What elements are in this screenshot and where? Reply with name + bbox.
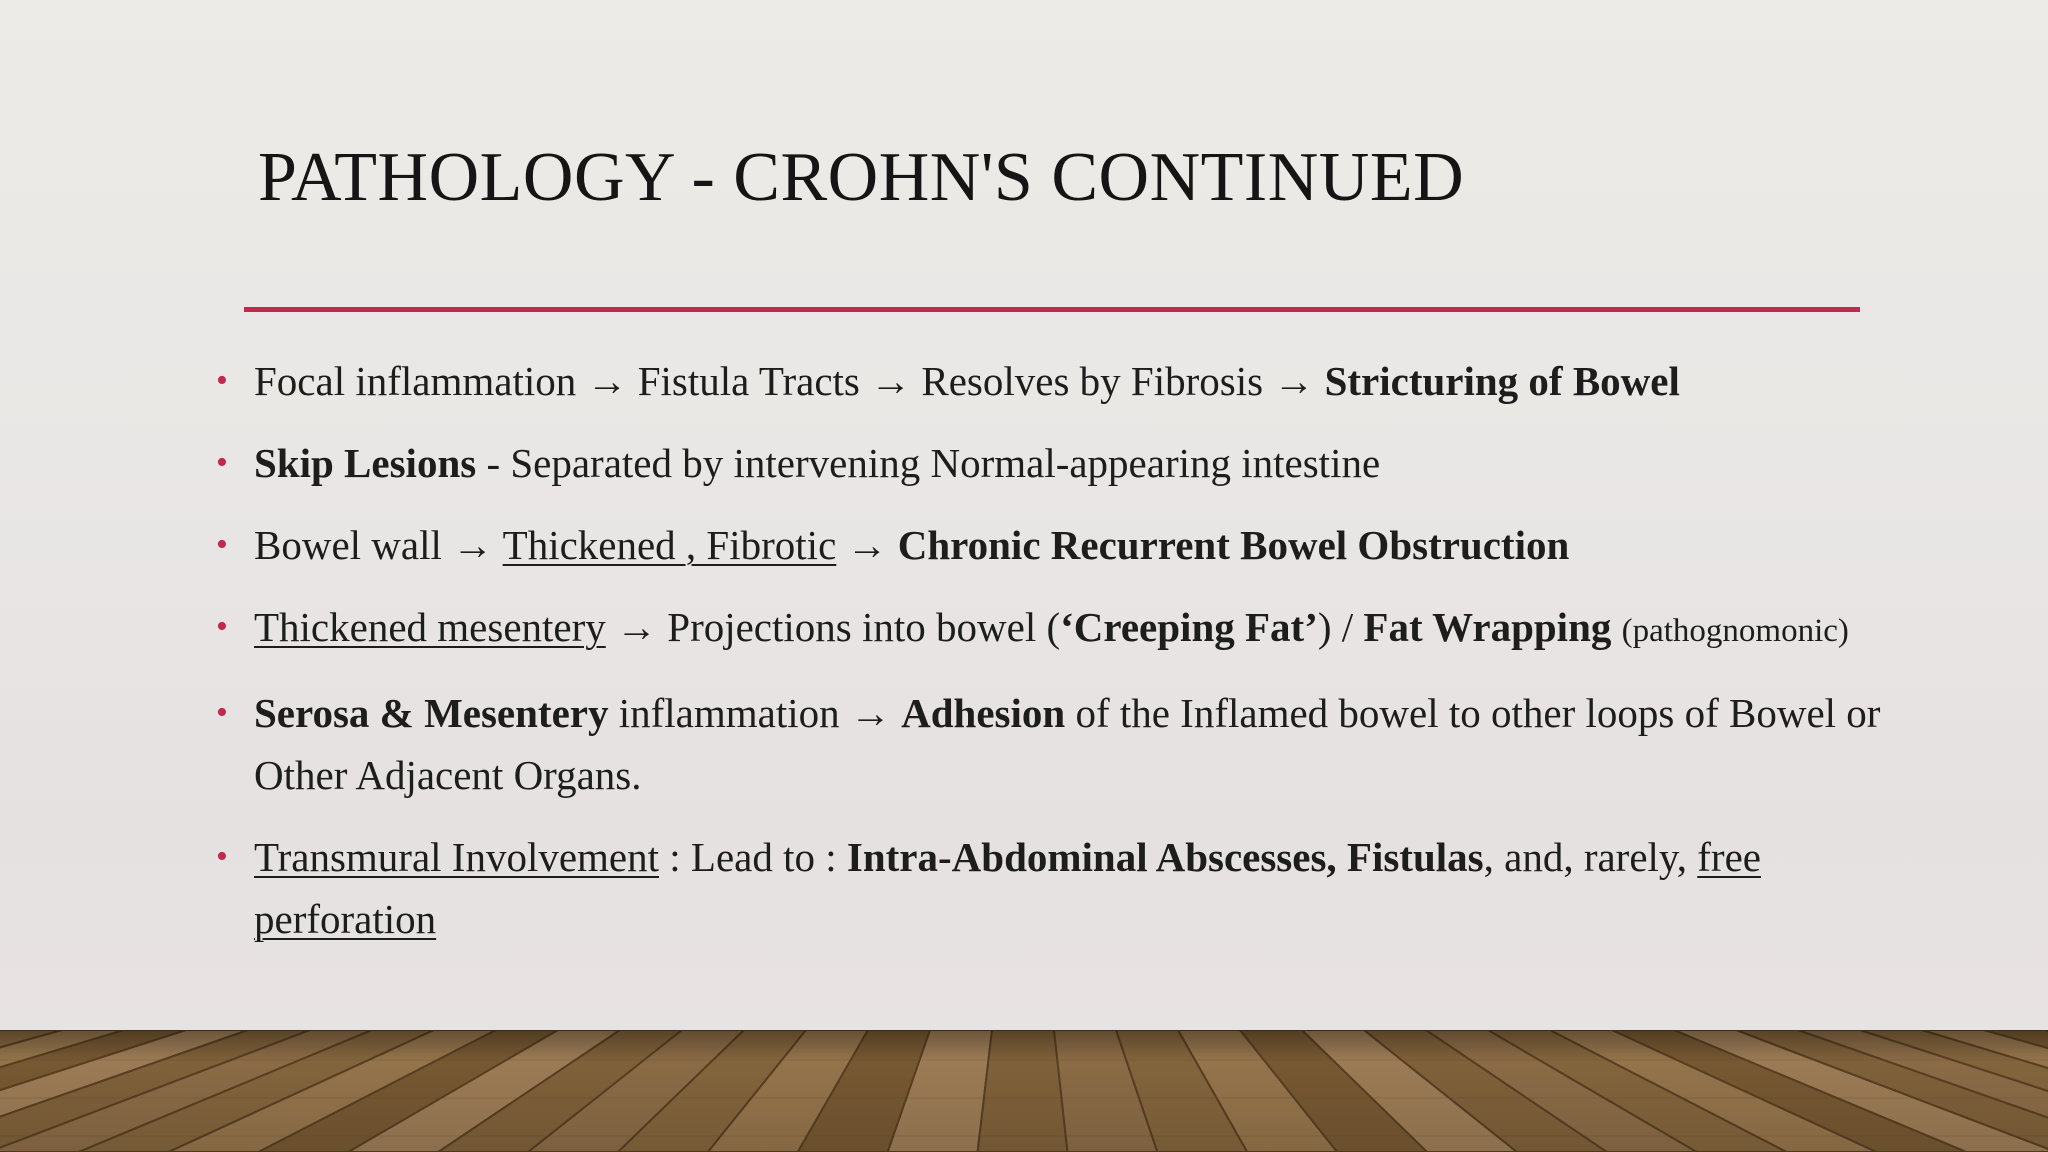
- bullet-item: [214, 432, 1914, 494]
- bullet-dot-icon: •: [216, 362, 228, 399]
- bullet-text: : Lead to :: [659, 834, 847, 880]
- bullet-list: [214, 350, 1914, 970]
- wood-floor-background: [0, 1030, 2048, 1152]
- bullet-underlined-text: free perforation: [254, 834, 1761, 942]
- wood-floor-planks: [0, 1030, 2048, 1152]
- bullet-small-text: (pathognomonic): [1621, 613, 1849, 649]
- bullet-underlined-text: Thickened , Fibrotic: [502, 522, 837, 568]
- bullet-dot-icon: •: [216, 838, 228, 875]
- bullet-dot-icon: •: [216, 526, 228, 563]
- bullet-bold-text: Stricturing of Bowel: [1324, 358, 1680, 404]
- bullet-dot-icon: •: [216, 608, 228, 645]
- slide-title: PATHOLOGY - CROHN'S CONTINUED: [258, 139, 1465, 216]
- bullet-text: [1611, 604, 1621, 650]
- title-divider: [244, 307, 1860, 312]
- bullet-bold-text: Skip Lesions: [254, 440, 477, 486]
- bullet-text: - Separated by intervening Normal-appearing intestine: [476, 440, 1381, 486]
- bullet-bold-text: ‘Creeping Fat’: [1060, 604, 1318, 650]
- bullet-text: of the Inflamed bowel to other loops of Bowel or Other Adjacent Organs.: [254, 690, 1881, 798]
- bullet-bold-text: Fat Wrapping: [1363, 604, 1612, 650]
- bullet-dot-icon: •: [216, 444, 228, 481]
- bullet-text: , and, rarely,: [1483, 834, 1698, 880]
- bullet-item: [214, 826, 1914, 950]
- bullet-text: ) /: [1317, 604, 1364, 650]
- bullet-text: → Projections into bowel (: [605, 604, 1061, 650]
- bullet-bold-text: Chronic Recurrent Bowel Obstruction: [897, 522, 1570, 568]
- bullet-bold-text: Serosa & Mesentery: [254, 690, 609, 736]
- bullet-text: Bowel wall →: [254, 522, 503, 568]
- bullet-text: →: [836, 522, 898, 568]
- bullet-underlined-text: Thickened mesentery: [254, 604, 606, 650]
- bullet-item: [214, 514, 1914, 576]
- bullet-item: [214, 350, 1914, 412]
- bullet-text: Focal inflammation → Fistula Tracts → Resolves by Fibrosis →: [254, 358, 1325, 404]
- bullet-bold-text: Adhesion: [901, 690, 1066, 736]
- bullet-dot-icon: •: [216, 694, 228, 731]
- bullet-item: [214, 596, 1914, 662]
- bullet-text: inflammation →: [608, 690, 902, 736]
- bullet-bold-text: Intra-Abdominal Abscesses, Fistulas: [846, 834, 1484, 880]
- bullet-underlined-text: Transmural Involvement: [254, 834, 660, 880]
- bullet-item: [214, 682, 1914, 806]
